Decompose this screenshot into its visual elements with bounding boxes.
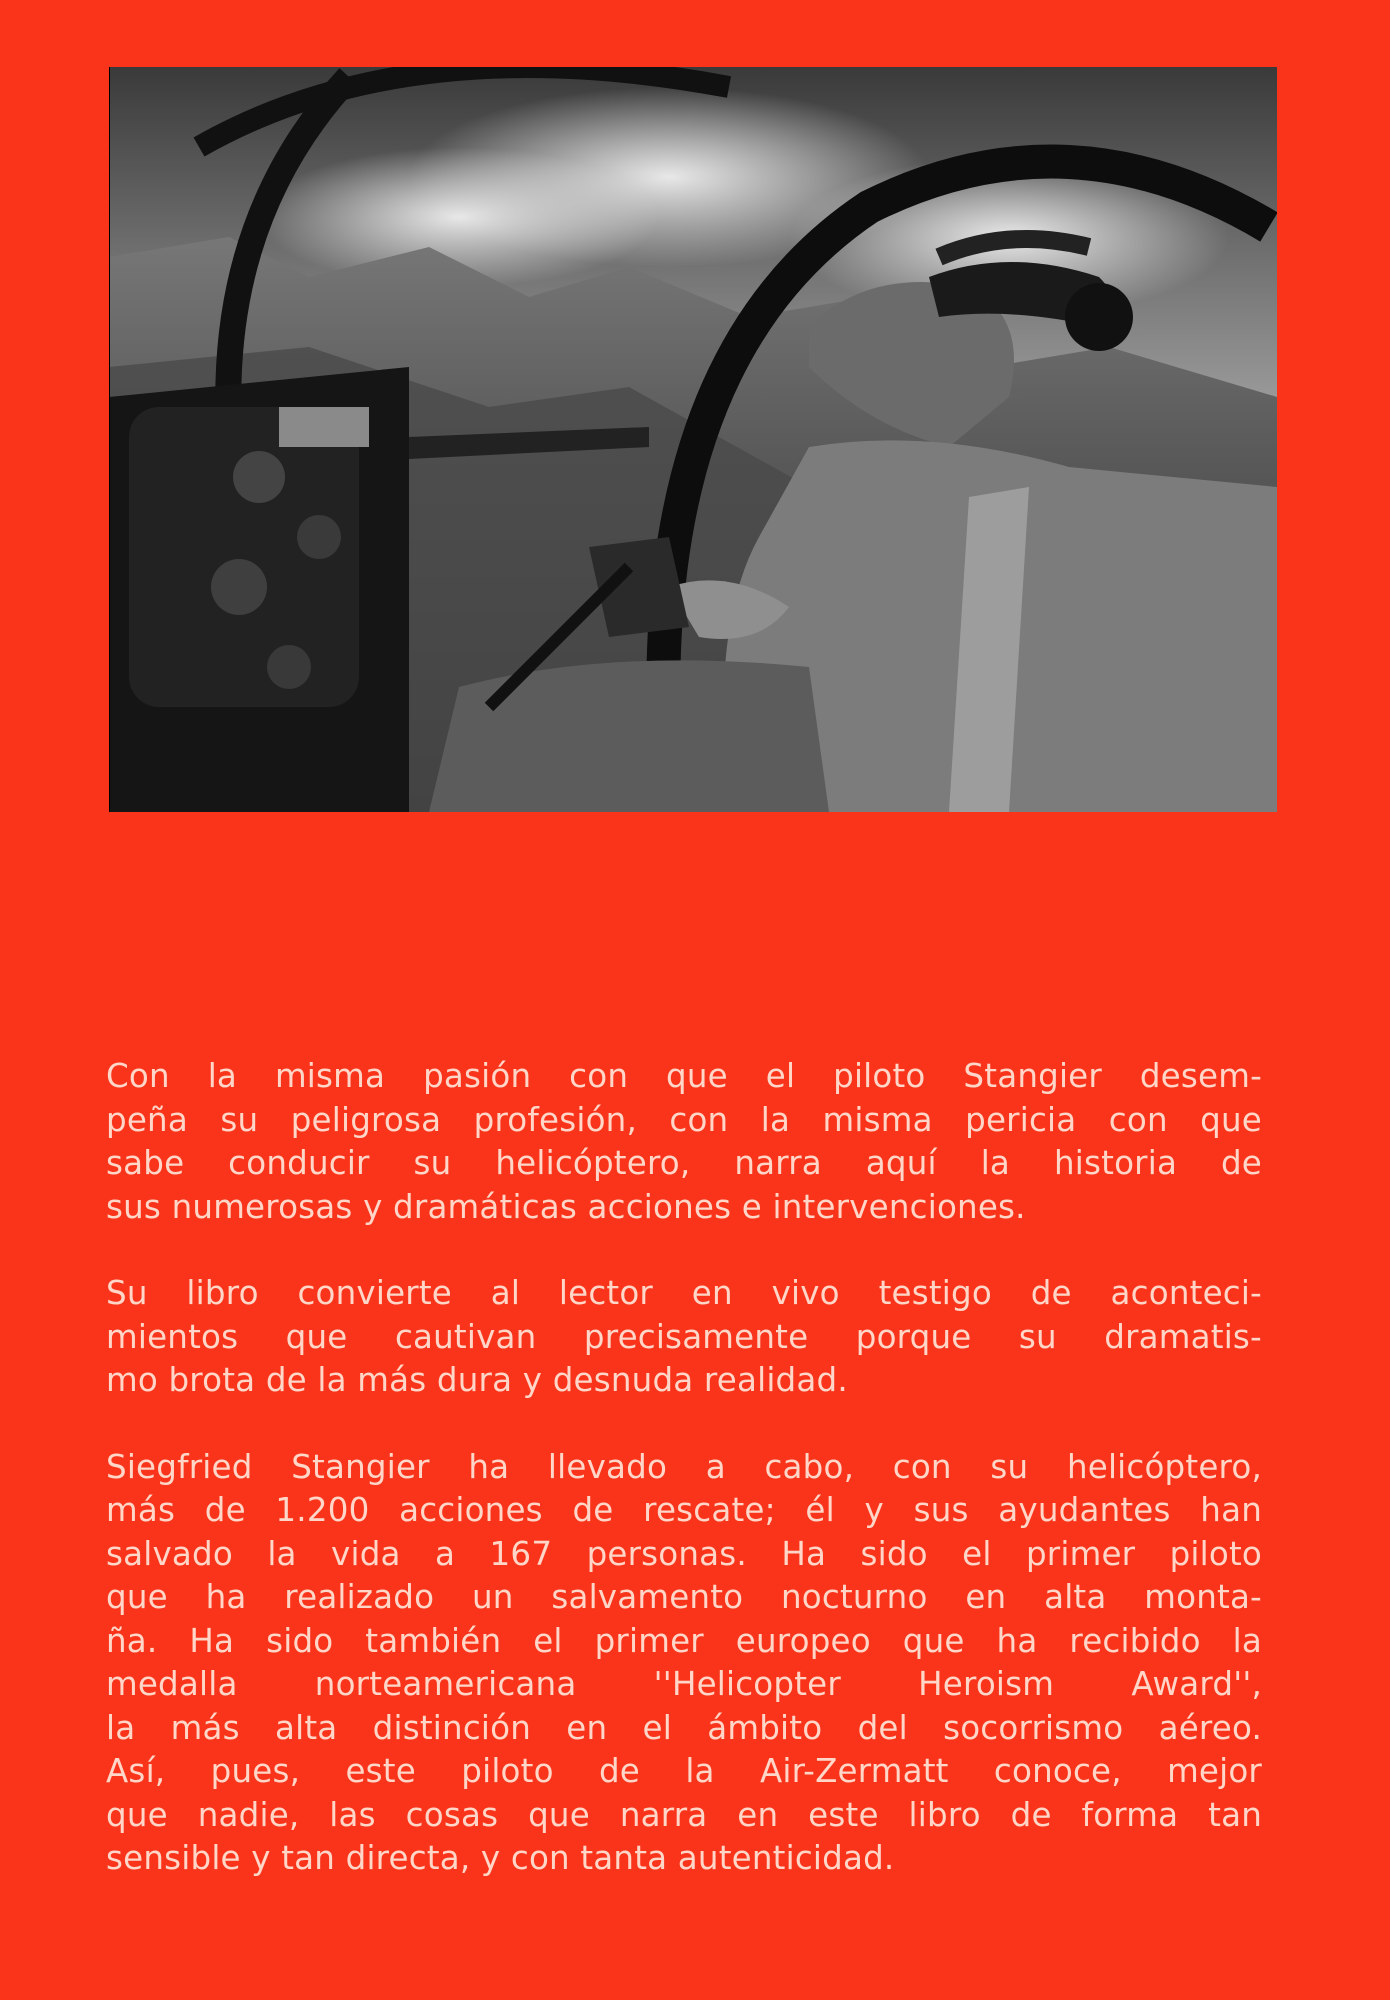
text-line: Así, pues, este piloto de la Air-Zermatt conoce, mejor [106,1752,1262,1790]
text-line: Su libro convierte al lector en vivo testigo de aconteci- [106,1274,1262,1312]
text-line: que nadie, las cosas que narra en este libro de forma tan [106,1795,1262,1834]
text-line: salvado la vida a 167 personas. Ha sido el primer piloto [106,1534,1262,1573]
text-line: la más alta distinción en el ámbito del socorrismo aéreo. [106,1708,1262,1747]
text-line: Con la misma pasión con que el piloto Stangier desem- [106,1057,1262,1095]
back-cover-description [106,1055,1262,1924]
helicopter-cockpit-pilot-photo-icon [109,67,1277,812]
text-line: sus numerosas y dramáticas acciones e intervenciones. [106,1187,1026,1226]
text-line: sabe conducir su helicóptero, narra aquí la historia de [106,1144,1262,1182]
paragraph-book [106,1272,1262,1403]
text-line: ña. Ha sido también el primer europeo que ha recibido la [106,1621,1262,1660]
text-line: mo brota de la más dura y desnuda realidad. [106,1361,848,1399]
text-line: peña su peligrosa profesión, con la misma pericia con que [106,1100,1262,1139]
paragraph-intro [106,1055,1262,1229]
text-line: sensible y tan directa, y con tanta autenticidad. [106,1839,895,1877]
paragraph-author [106,1446,1262,1881]
text-line: que ha realizado un salvamento nocturno en alta monta- [106,1578,1262,1616]
text-line: Siegfried Stangier ha llevado a cabo, con su helicóptero, [106,1447,1262,1486]
text-line: medalla norteamericana ''Helicopter Heroism Award'', [106,1665,1262,1703]
text-line: mientos que cautivan precisamente porque su dramatis- [106,1317,1262,1356]
text-line: más de 1.200 acciones de rescate; él y sus ayudantes han [106,1491,1262,1529]
helicopter-cockpit-photo [109,67,1277,812]
